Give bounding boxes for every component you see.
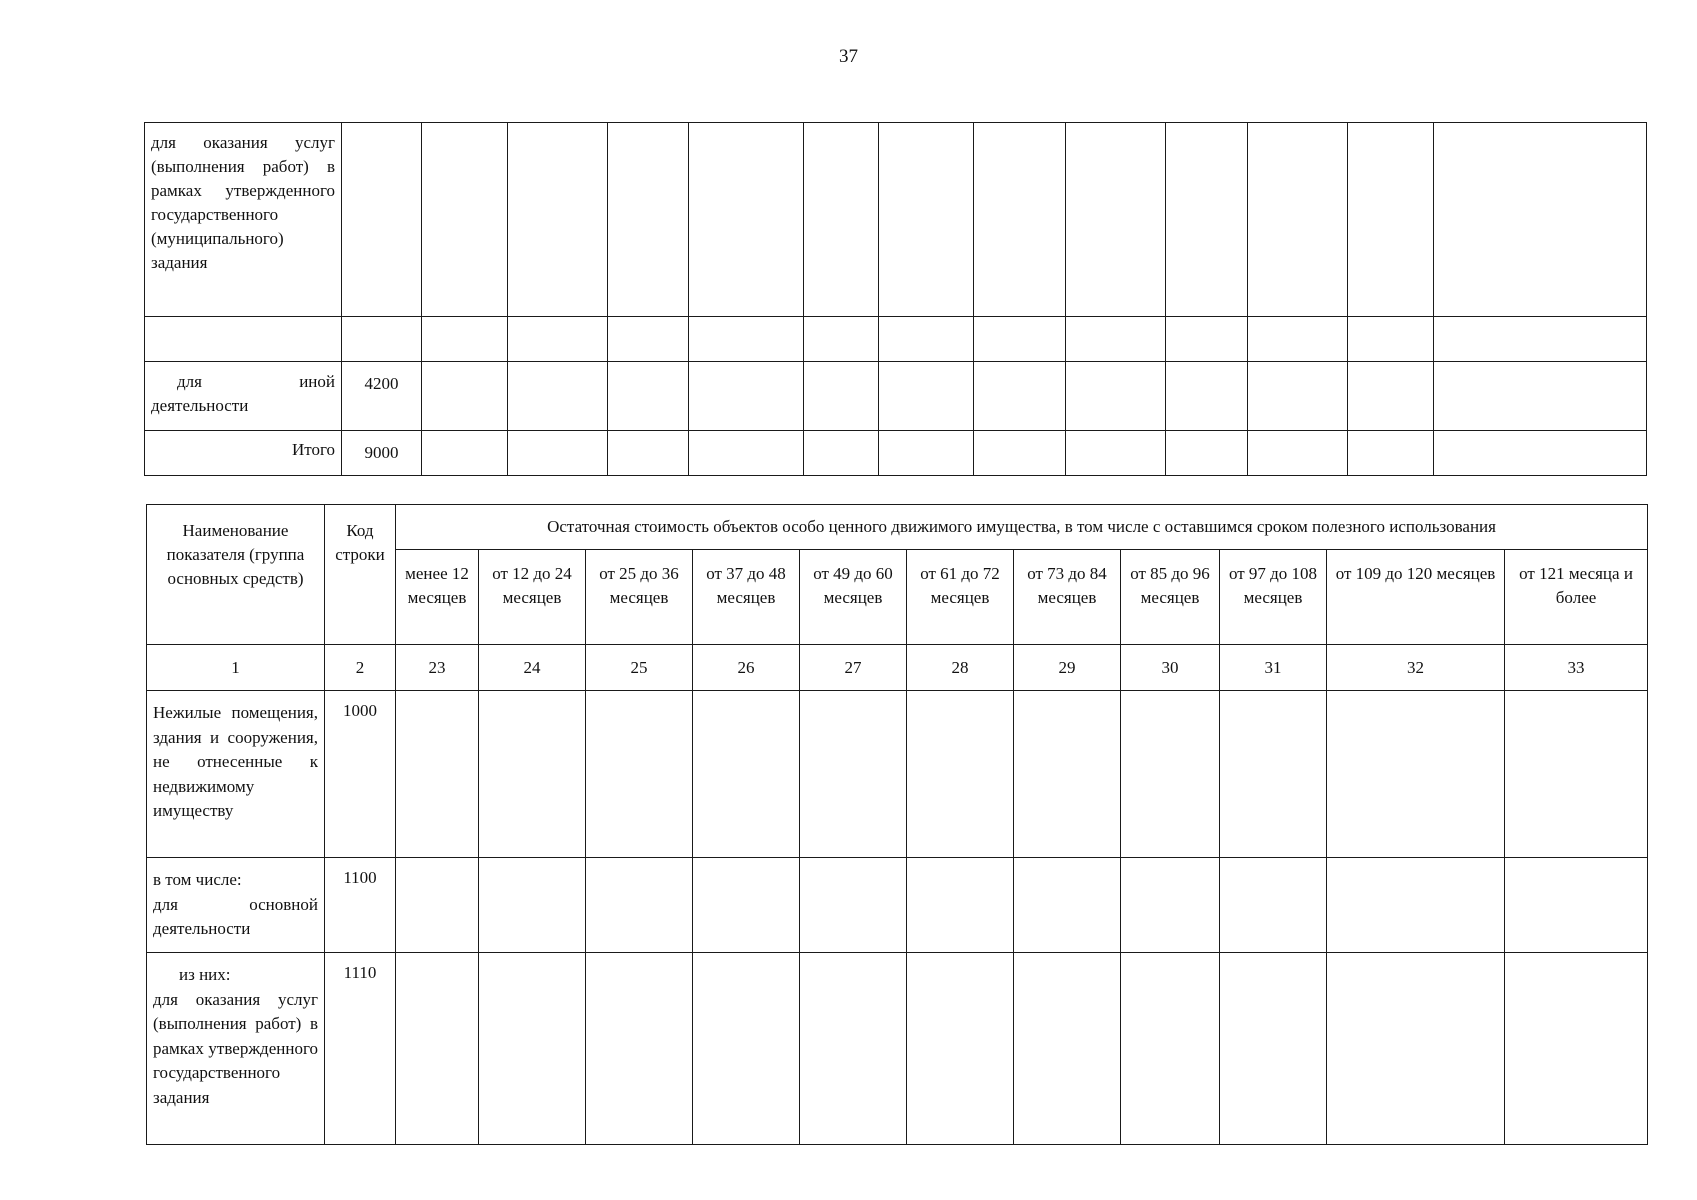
empty-cell [1220, 858, 1327, 953]
empty-cell [1434, 362, 1647, 431]
empty-cell [804, 317, 879, 362]
header-row [147, 505, 1648, 550]
empty-cell [1066, 317, 1166, 362]
empty-cell [1348, 431, 1434, 476]
column-number: 2 [325, 645, 396, 691]
column-number: 28 [907, 645, 1014, 691]
row-name [145, 317, 342, 362]
header-column: от 12 до 24 месяцев [479, 550, 586, 645]
empty-cell [1327, 858, 1505, 953]
empty-cell [804, 362, 879, 431]
empty-cell [974, 123, 1066, 317]
table-row [147, 953, 1648, 1145]
empty-cell [586, 953, 693, 1145]
empty-cell [422, 123, 508, 317]
empty-cell [1348, 362, 1434, 431]
empty-cell [1166, 431, 1248, 476]
empty-cell [800, 953, 907, 1145]
empty-cell [422, 317, 508, 362]
row-name [145, 362, 342, 431]
column-number: 30 [1121, 645, 1220, 691]
row-code [342, 123, 422, 317]
top-table [144, 122, 1647, 476]
empty-cell [804, 123, 879, 317]
header-column: от 37 до 48 месяцев [693, 550, 800, 645]
empty-cell [1066, 431, 1166, 476]
empty-cell [1327, 953, 1505, 1145]
row-name-rest: для оказания услуг (выполнения работ) в рамках утвержденного государственного задания [153, 989, 318, 1107]
empty-cell [1505, 858, 1648, 953]
row-code: 9000 [342, 431, 422, 476]
empty-cell [1066, 362, 1166, 431]
empty-cell [689, 362, 804, 431]
empty-cell [479, 858, 586, 953]
empty-cell [693, 858, 800, 953]
page-number: 37 [839, 46, 858, 67]
empty-cell [879, 431, 974, 476]
row-name-line: в том числе: [153, 870, 242, 889]
empty-cell [1121, 858, 1220, 953]
empty-cell [800, 858, 907, 953]
header-column: от 97 до 108 месяцев [1220, 550, 1327, 645]
empty-cell [1434, 431, 1647, 476]
empty-cell [1248, 362, 1348, 431]
empty-cell [800, 691, 907, 858]
empty-cell [1248, 317, 1348, 362]
empty-cell [1014, 858, 1121, 953]
empty-cell [1327, 691, 1505, 858]
empty-cell [396, 953, 479, 1145]
empty-cell [1014, 691, 1121, 858]
empty-cell [1248, 431, 1348, 476]
column-number: 26 [693, 645, 800, 691]
column-number: 27 [800, 645, 907, 691]
empty-cell [1014, 953, 1121, 1145]
row-name: Итого [145, 431, 342, 476]
row-name: для оказания услуг (выполнения работ) в рамках утвержденного государственного (муниципального) задания [145, 123, 342, 317]
empty-cell [1166, 123, 1248, 317]
table-row [147, 858, 1648, 953]
empty-cell [689, 123, 804, 317]
column-number: 31 [1220, 645, 1327, 691]
empty-cell [804, 431, 879, 476]
header-column: от 49 до 60 месяцев [800, 550, 907, 645]
empty-cell [586, 691, 693, 858]
empty-cell [689, 431, 804, 476]
empty-cell [508, 123, 608, 317]
row-code: 1100 [325, 858, 396, 953]
empty-cell [396, 858, 479, 953]
empty-cell [907, 858, 1014, 953]
header-column: от 121 месяца и более [1505, 550, 1648, 645]
empty-cell [508, 317, 608, 362]
empty-cell [422, 362, 508, 431]
empty-cell [1248, 123, 1348, 317]
empty-cell [1348, 317, 1434, 362]
empty-cell [974, 362, 1066, 431]
row-name-line: деятельности [151, 396, 249, 415]
table-row [145, 317, 1647, 362]
column-number: 24 [479, 645, 586, 691]
row-code: 1000 [325, 691, 396, 858]
column-number: 25 [586, 645, 693, 691]
empty-cell [479, 953, 586, 1145]
empty-cell [396, 691, 479, 858]
empty-cell [508, 362, 608, 431]
empty-cell [879, 317, 974, 362]
column-number: 1 [147, 645, 325, 691]
empty-cell [422, 431, 508, 476]
empty-cell [693, 691, 800, 858]
empty-cell [1166, 362, 1248, 431]
column-number: 33 [1505, 645, 1648, 691]
empty-cell [1220, 691, 1327, 858]
empty-cell [1066, 123, 1166, 317]
empty-cell [608, 317, 689, 362]
empty-cell [1220, 953, 1327, 1145]
empty-cell [907, 691, 1014, 858]
header-name: Наименование показателя (группа основных средств) [147, 505, 325, 645]
header-span-title: Остаточная стоимость объектов особо ценного движимого имущества, в том числе с оставшимся сроком полезного использования [396, 505, 1648, 550]
table-row-total [145, 431, 1647, 476]
header-column: от 109 до 120 месяцев [1327, 550, 1505, 645]
empty-cell [1348, 123, 1434, 317]
empty-cell [693, 953, 800, 1145]
row-name: Нежилые помещения, здания и сооружения, не отнесенные к недвижимому имуществу [147, 691, 325, 858]
header-column: от 85 до 96 месяцев [1121, 550, 1220, 645]
column-number: 29 [1014, 645, 1121, 691]
header-column: от 61 до 72 месяцев [907, 550, 1014, 645]
empty-cell [907, 953, 1014, 1145]
row-code [342, 317, 422, 362]
empty-cell [1121, 691, 1220, 858]
row-name-word: иной [299, 372, 335, 391]
row-name [147, 858, 325, 953]
header-column: менее 12 месяцев [396, 550, 479, 645]
empty-cell [1121, 953, 1220, 1145]
column-number: 23 [396, 645, 479, 691]
empty-cell [1434, 317, 1647, 362]
empty-cell [608, 123, 689, 317]
residual-value-table [146, 504, 1648, 1145]
empty-cell [974, 317, 1066, 362]
column-number: 32 [1327, 645, 1505, 691]
empty-cell [608, 362, 689, 431]
row-name [147, 953, 325, 1145]
row-name-word: для [177, 372, 202, 391]
empty-cell [1434, 123, 1647, 317]
table-row [145, 123, 1647, 317]
empty-cell [508, 431, 608, 476]
table-row [145, 362, 1647, 431]
row-code: 4200 [342, 362, 422, 431]
row-name-line: из них: [179, 965, 231, 984]
empty-cell [879, 123, 974, 317]
empty-cell [479, 691, 586, 858]
header-column: от 73 до 84 месяцев [1014, 550, 1121, 645]
empty-cell [1166, 317, 1248, 362]
empty-cell [1505, 953, 1648, 1145]
empty-cell [1505, 691, 1648, 858]
header-code: Код строки [325, 505, 396, 645]
table-row [147, 691, 1648, 858]
numbering-row [147, 645, 1648, 691]
row-code: 1110 [325, 953, 396, 1145]
empty-cell [586, 858, 693, 953]
empty-cell [879, 362, 974, 431]
empty-cell [608, 431, 689, 476]
empty-cell [974, 431, 1066, 476]
header-column: от 25 до 36 месяцев [586, 550, 693, 645]
empty-cell [689, 317, 804, 362]
row-name-rest: для основной деятельности [153, 894, 318, 938]
